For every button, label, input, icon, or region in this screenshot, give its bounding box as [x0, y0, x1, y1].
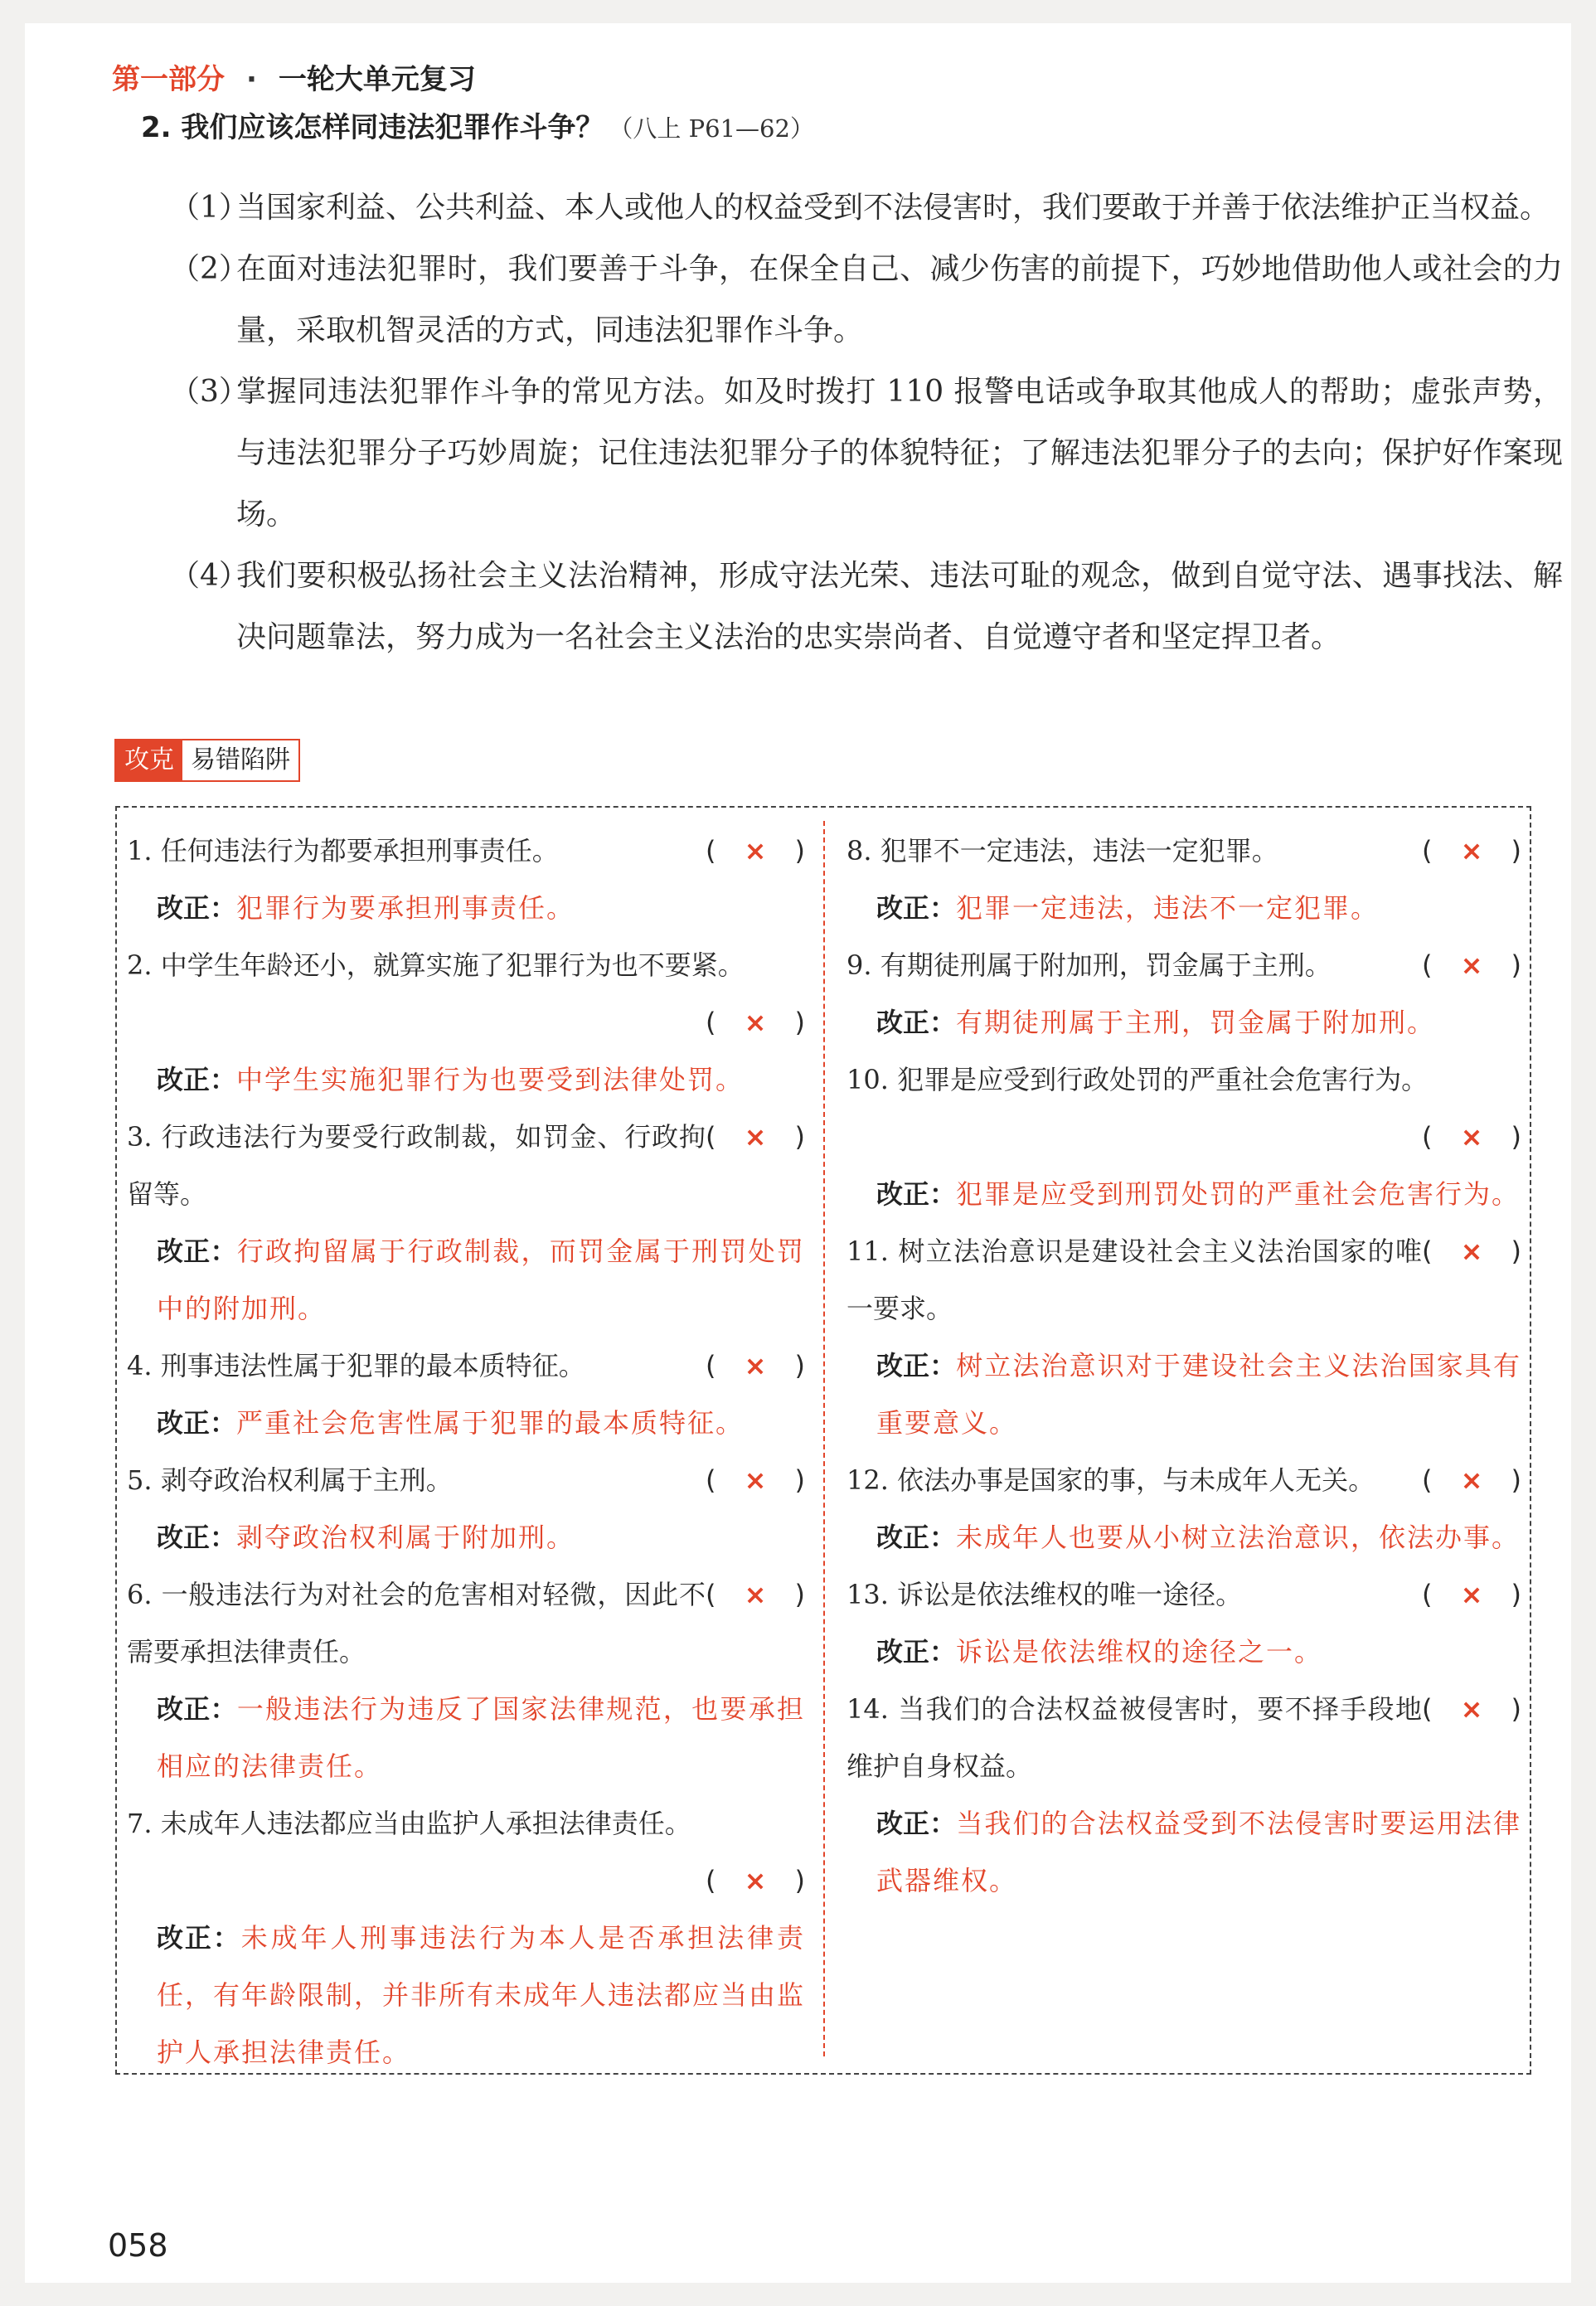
cross-mark-icon: × [1460, 1236, 1483, 1267]
answer-list [170, 177, 1563, 668]
left-column [127, 823, 805, 2081]
cross-mark-icon: × [1460, 835, 1483, 867]
correction-text: 行政拘留属于行政制裁，而罚金属于刑罚处罚中的附加刑。 [157, 1236, 805, 1324]
quiz-item [847, 1223, 1521, 1452]
paren: ( [1422, 1693, 1433, 1725]
correction [127, 1051, 805, 1109]
quiz-item [847, 1681, 1521, 1910]
answer-number: （3） [170, 375, 249, 409]
cross-mark-icon: × [1460, 1121, 1483, 1153]
cross-mark-icon: × [1460, 1579, 1483, 1610]
quiz-item [127, 1337, 805, 1452]
correction-text: 当我们的合法权益受到不法侵害时要运用法律武器维权。 [876, 1808, 1521, 1896]
paren: ) [1511, 1121, 1521, 1153]
paren: ( [706, 1007, 716, 1038]
correction-text: 剥夺政治权利属于附加刑。 [236, 1522, 575, 1553]
paren: ( [1422, 835, 1433, 867]
correction [847, 1166, 1521, 1223]
correction [127, 1395, 805, 1452]
mark-line [127, 1852, 805, 1910]
quiz-stem [847, 1051, 1521, 1109]
quiz-item [847, 823, 1521, 937]
quiz-stem-text: 8. 犯罪不一定违法，违法一定犯罪。 [847, 835, 1278, 867]
quiz-stem-text: 5. 剥夺政治权利属于主刑。 [127, 1464, 453, 1496]
correction-label: 改正： [157, 892, 237, 924]
paren: ( [1422, 1579, 1433, 1610]
correction-label: 改正： [876, 1350, 957, 1381]
quiz-stem-text: 12. 依法办事是国家的事，与未成年人无关。 [847, 1464, 1375, 1496]
quiz-stem [847, 1566, 1521, 1624]
quiz-stem-text: 7. 未成年人违法都应当由监护人承担法律责任。 [127, 1808, 691, 1839]
quiz-stem [127, 1109, 805, 1223]
cross-mark-icon: × [744, 1865, 767, 1896]
judgement-mark [706, 1337, 805, 1395]
correction-text: 诉讼是依法维权的途径之一。 [956, 1636, 1323, 1668]
answer-number: （2） [170, 252, 249, 286]
unit-label: 一轮大单元复习 [278, 63, 476, 96]
correction-label: 改正： [876, 1178, 957, 1210]
question-title [141, 104, 814, 145]
judgement-mark [1422, 1109, 1521, 1166]
correction-label: 改正： [876, 1808, 957, 1839]
correction-text: 犯罪是应受到刑罚处罚的严重社会危害行为。 [956, 1178, 1521, 1210]
paren: ) [794, 1865, 805, 1896]
quiz-stem-text: 9. 有期徒刑属于附加刑，罚金属于主刑。 [847, 949, 1332, 981]
paren: ) [1511, 1236, 1521, 1267]
paren: ) [794, 1350, 805, 1381]
correction-label: 改正： [876, 1636, 957, 1668]
answer-item [170, 546, 1563, 668]
judgement-mark [706, 1109, 805, 1166]
correction [847, 1624, 1521, 1681]
correction-label: 改正： [876, 892, 957, 924]
answer-number: （1） [170, 191, 249, 225]
correction-label: 改正： [157, 1064, 237, 1095]
paren: ( [1422, 1236, 1433, 1267]
correction [847, 1337, 1521, 1452]
answer-text: 在面对违法犯罪时，我们要善于斗争，在保全自己、减少伤害的前提下，巧妙地借助他人或社会的力量，采取机智灵活的方式，同违法犯罪作斗争。 [236, 252, 1563, 347]
correction [127, 1910, 805, 2081]
correction-label: 改正： [876, 1007, 957, 1038]
quiz-stem [847, 1452, 1521, 1509]
quiz-stem-text: 13. 诉讼是依法维权的唯一途径。 [847, 1579, 1243, 1610]
correction [127, 1223, 805, 1337]
paren: ) [1511, 1693, 1521, 1725]
correction-label: 改正： [876, 1522, 957, 1553]
paren: ) [794, 1464, 805, 1496]
mark-line [127, 994, 805, 1051]
quiz-stem-text: 4. 刑事违法性属于犯罪的最本质特征。 [127, 1350, 585, 1381]
paren: ( [706, 1350, 716, 1381]
correction [127, 1681, 805, 1795]
correction [847, 1509, 1521, 1566]
answer-item [170, 239, 1563, 362]
quiz-stem [127, 1452, 805, 1509]
quiz-item [127, 1795, 805, 2081]
paren: ) [1511, 835, 1521, 867]
quiz-item [127, 1566, 805, 1795]
cross-mark-icon: × [1460, 1693, 1483, 1725]
paren: ) [794, 1579, 805, 1610]
paren: ) [1511, 1464, 1521, 1496]
cross-mark-icon: × [744, 1579, 767, 1610]
quiz-stem-text: 3. 行政违法行为要受行政制裁，如罚金、行政拘留等。 [127, 1121, 706, 1210]
quiz-stem [127, 1337, 805, 1395]
quiz-stem [127, 1795, 805, 1852]
answer-text: 当国家利益、公共利益、本人或他人的权益受到不法侵害时，我们要敢于并善于依法维护正当权益。 [236, 191, 1550, 225]
paren: ( [706, 1579, 716, 1610]
paren: ( [706, 1121, 716, 1153]
part-label: 第一部分 [112, 63, 225, 96]
answer-number: （4） [170, 559, 249, 593]
quiz-stem [847, 1223, 1521, 1337]
correction [847, 994, 1521, 1051]
correction-text: 中学生实施犯罪行为也要受到法律处罚。 [236, 1064, 745, 1095]
quiz-stem-text: 1. 任何违法行为都要承担刑事责任。 [127, 835, 559, 867]
judgement-mark [706, 1566, 805, 1624]
quiz-stem [127, 1566, 805, 1681]
quiz-item [127, 937, 805, 1109]
judgement-mark [1422, 937, 1521, 994]
judgement-mark [1422, 1223, 1521, 1280]
paren: ) [1511, 1579, 1521, 1610]
correction-label: 改正： [157, 1407, 237, 1439]
correction-text: 有期徒刑属于主刑，罚金属于附加刑。 [956, 1007, 1436, 1038]
section-badge [114, 739, 300, 782]
paren: ) [794, 1007, 805, 1038]
judgement-mark [1422, 823, 1521, 880]
quiz-item [847, 1051, 1521, 1223]
textbook-reference: （八上 P61—62） [609, 114, 814, 143]
badge-left: 攻克 [116, 740, 182, 780]
error-trap-box [115, 806, 1531, 2075]
paren: ( [706, 1865, 716, 1896]
paren: ) [794, 835, 805, 867]
quiz-stem-text: 14. 当我们的合法权益被侵害时，要不择手段地维护自身权益。 [847, 1693, 1422, 1782]
quiz-stem-text: 2. 中学生年龄还小，就算实施了犯罪行为也不要紧。 [127, 949, 745, 981]
quiz-stem-text: 6. 一般违法行为对社会的危害相对轻微，因此不需要承担法律责任。 [127, 1579, 706, 1668]
judgement-mark [1422, 1566, 1521, 1624]
correction-text: 树立法治意识对于建设社会主义法治国家具有重要意义。 [876, 1350, 1521, 1439]
correction-label: 改正： [157, 1236, 237, 1267]
column-divider [823, 821, 825, 2056]
answer-text: 我们要积极弘扬社会主义法治精神，形成守法光荣、违法可耻的观念，做到自觉守法、遇事找法、解决问题靠法，努力成为一名社会主义法治的忠实崇尚者、自觉遵守者和坚定捍卫者。 [236, 559, 1563, 654]
paren: ( [1422, 949, 1433, 981]
correction [127, 880, 805, 937]
quiz-stem [847, 937, 1521, 994]
answer-item [170, 177, 1563, 239]
judgement-mark [706, 1452, 805, 1509]
header-separator: · [246, 63, 257, 96]
correction [847, 1795, 1521, 1910]
cross-mark-icon: × [744, 1464, 767, 1496]
correction-label: 改正： [157, 1922, 241, 1954]
quiz-stem [127, 937, 805, 994]
answer-text: 掌握同违法犯罪作斗争的常见方法。如及时拨打 110 报警电话或争取其他成人的帮助；虚张声势，与违法犯罪分子巧妙周旋；记住违法犯罪分子的体貌特征；了解违法犯罪分子的去向；保护好作案现场。 [236, 375, 1563, 532]
correction-text: 犯罪一定违法，违法不一定犯罪。 [956, 892, 1380, 924]
correction [127, 1509, 805, 1566]
correction-text: 未成年人刑事违法行为本人是否承担法律责任，有年龄限制，并非所有未成年人违法都应当由监护人承担法律责任。 [157, 1922, 806, 2068]
correction [847, 880, 1521, 937]
right-column [847, 823, 1521, 1910]
quiz-stem-text: 10. 犯罪是应受到行政处罚的严重社会危害行为。 [847, 1064, 1429, 1095]
correction-label: 改正： [157, 1693, 237, 1725]
question-text: 2. 我们应该怎样同违法犯罪作斗争？ [141, 111, 604, 144]
correction-text: 一般违法行为违反了国家法律规范，也要承担相应的法律责任。 [157, 1693, 805, 1782]
paren: ) [794, 1121, 805, 1153]
quiz-item [127, 1109, 805, 1337]
correction-text: 犯罪行为要承担刑事责任。 [236, 892, 575, 924]
quiz-item [127, 823, 805, 937]
quiz-item [847, 937, 1521, 1051]
judgement-mark [706, 823, 805, 880]
paren: ( [1422, 1121, 1433, 1153]
judgement-mark [1422, 1452, 1521, 1509]
answer-item [170, 362, 1563, 546]
badge-right: 易错陷阱 [182, 740, 298, 780]
quiz-stem [847, 823, 1521, 880]
paren: ( [706, 835, 716, 867]
cross-mark-icon: × [744, 1350, 767, 1381]
section-header [112, 56, 476, 97]
quiz-stem [847, 1681, 1521, 1795]
judgement-mark [706, 1852, 805, 1910]
cross-mark-icon: × [1460, 949, 1483, 981]
quiz-item [127, 1452, 805, 1566]
correction-label: 改正： [157, 1522, 237, 1553]
page-number: 058 [108, 2227, 168, 2264]
paren: ) [1511, 949, 1521, 981]
judgement-mark [706, 994, 805, 1051]
cross-mark-icon: × [744, 1121, 767, 1153]
correction-text: 未成年人也要从小树立法治意识，依法办事。 [956, 1522, 1521, 1553]
quiz-stem [127, 823, 805, 880]
quiz-stem-text: 11. 树立法治意识是建设社会主义法治国家的唯一要求。 [847, 1236, 1422, 1324]
quiz-item [847, 1566, 1521, 1681]
mark-line [847, 1109, 1521, 1166]
cross-mark-icon: × [1460, 1464, 1483, 1496]
paren: ( [706, 1464, 716, 1496]
cross-mark-icon: × [744, 1007, 767, 1038]
correction-text: 严重社会危害性属于犯罪的最本质特征。 [236, 1407, 745, 1439]
cross-mark-icon: × [744, 835, 767, 867]
page [25, 23, 1571, 2283]
paren: ( [1422, 1464, 1433, 1496]
quiz-item [847, 1452, 1521, 1566]
judgement-mark [1422, 1681, 1521, 1738]
